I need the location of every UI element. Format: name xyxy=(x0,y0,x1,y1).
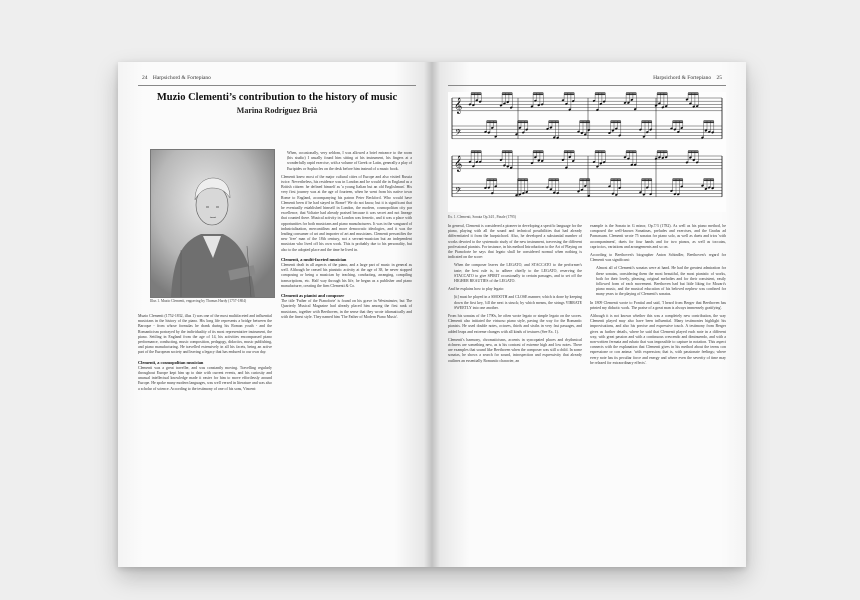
running-head-text: Harpsichord & Fortepiano xyxy=(152,75,211,81)
paragraph: From his sonatas of the 1790s, he often wrote legato or simple legato on the scores. Clementi also initiated the virtuoso piano style, paving the way for the Romantic pianists. He used double notes, octaves, thirds and sixths in very fast passages, and added leaps and extreme changes with all kinds of textures (See Ex. 1). xyxy=(448,314,582,334)
svg-text:𝄞: 𝄞 xyxy=(454,156,463,172)
paragraph: In general, Clementi is considered a pioneer in developing a specific language for the piano, playing with all the sound and technical possibilities that had already differentiated it from the harpsichord. Also, he developed a substantial number of works devoted to the systematic study of the new instrument, traversing the different professional pianists. For instance, in his method Introduction to the Art of Playing on the Pianoforte he says that legato shall be considered normal when nothing is indicated on the score: xyxy=(448,224,582,260)
left-column-1 xyxy=(138,314,272,395)
section-heading: Clementi, a cosmopolitan musician xyxy=(138,359,204,365)
portrait-engraving xyxy=(150,149,275,298)
music-score xyxy=(448,92,726,212)
paragraph: Clementi's harmony, chromaticisms, accents in syncopated places and rhythmical richness are something new, as is his contrast of extreme high and low notes. There are examples that sound like Beethoven when the composer was still a child. In some sonatas, he shows a search for sound, introspection and expressivity that already outlines an essentially Romantic character, an xyxy=(448,337,582,363)
paragraph: And he explains how to play legato: xyxy=(448,287,505,292)
block-quote: Almost all of Clementi's sonatas were at hand. He had the greatest admiration for these sonatas, considering them the most beautiful, the most pianistic of works, both for their lovely, pleasing, original melodies and for their consistent, easily followed form of each movement. Beethoven had but little liking for Mozart's piano music, and the musical education of his beloved nephew was confined for many years to the playing of Clementi's sonatas. xyxy=(596,266,726,297)
clementi-portrait-icon xyxy=(151,150,274,297)
header-rule xyxy=(448,85,726,86)
paragraph: The title 'Father of the Pianoforte' is found on his grave in Westminster, but The Quarterly Musical Magazine had already placed him among the first rank of musicians, together with Beethoven, in the sense that they wrote idiomatically and with the finest style. They named him 'The Father of Modern Piano Music'. xyxy=(281,299,412,319)
paragraph: Clementi knew most of the major cultural cities of Europe and also visited Russia twice. Nevertheless, his residence was in London and he would die in England as a British citizen: he defined himself as 'a young Italian but an old Englishman'. His very first journey was at the age of fourteen, when he went from his native town Rome to England, accompanying his patron Peter Beckford. Who would have Clementi been if he had stayed in Rome? We do not know, but it is significant that he eventually established himself in London, the modern, cosmopolitan city par excellence, that Voltaire had already praised because it was secret and not lineage that counted there. Musical activity in London was frenetic, and it was a place with opportunities for both musicians and piano manufacturers. It was in the vanguard of industrialization, mercantilism and more democratic ideologies, and it was the leading consumer of art and importer of art and musicians. Clementi personifies the new 'free' man of the 18th century, not a servant-musician but an independent musician who lived off his own work. This is probably due to his personality, but also to the adopted place and the time he lived in. xyxy=(281,174,412,252)
block-quote: When, occasionally, very seldom, I was allowed a brief entrance to the room (his studio) I usually found him sitting at his instrument, his fingers at a wonderfully rapid exercise, with a volume of Greek or Latin, generally a play of Euripides or Sophocles on the desk before him instead of a music book. xyxy=(287,151,412,171)
right-page xyxy=(432,62,746,567)
section-heading: Clementi, a multi-faceted musician xyxy=(281,256,347,262)
page-number: 25 xyxy=(716,75,722,81)
paragraph: Muzio Clementi (1752-1832, illus 1) was one of the most multifaceted and influential musicians in the history of the piano. His long life represents a bridge between the Baroque - from whose formulas he drank during his Roman youth - and the Romanticism portrayed by the individuality of its most representative instrument, the piano. Settling in England from the age of 14, his activities encompassed piano performance, conducting, music composition, pedagogy, didactics, music publishing, and piano manufacturing. He travelled extensively in all his facets, being an active part of the European society and leaving a legacy that has endured to our own day. xyxy=(138,314,272,355)
portrait-caption: Illus 1. Muzio Clementi, engraving by Thomas Hardy (1757-1804) xyxy=(150,299,247,303)
header-rule xyxy=(138,85,416,86)
page-number: 24 xyxy=(142,75,148,81)
magazine-spread xyxy=(118,62,746,567)
section-heading: Clementi as pianist and composer xyxy=(281,293,345,299)
paragraph: In 1809 Clementi wrote to Fontiul and said, 'I heard from Berger that Beethoven has printed my didactic work. The praise of a great man is always immensely gratifying'. xyxy=(590,300,726,310)
right-column-2 xyxy=(590,224,726,369)
score-caption: Ex. 1. Clementi, Sonata Op.34/1, Finale (1795) xyxy=(448,215,516,219)
paragraph: According to Beethoven's biographer Anton Schindler, Beethoven's regard for Clementi was significant: xyxy=(590,253,726,263)
paragraph: Although it is not known whether this was a completely new contribution, the way Clementi played may also have been influential. Many testimonies highlight his improvisations, and also his precise and expressive touch. A testimony from Berger gives us further details, where he said that Clementi played each note in a different way, with great passion and with a continuous crescendo and diminuendo, and with a non-written fermata and rubato that was impossible to capture in notation. This aspect connects with the explanation that Clementi gives in his method about the terms con espressione or con anima: 'with expression; that is, with passionate feelings; where every note has its peculiar force and energy and where even the severity of time may be relaxed for extraordinary effects'. xyxy=(590,314,726,365)
svg-text:𝄢: 𝄢 xyxy=(455,187,462,198)
svg-text:𝄢: 𝄢 xyxy=(455,129,462,140)
left-page xyxy=(118,62,432,567)
right-column-1 xyxy=(448,224,582,367)
article-title: Muzio Clementi’s contribution to the history of music xyxy=(156,92,398,103)
article-author: Marina Rodríguez Brià xyxy=(236,106,318,115)
svg-text:𝄞: 𝄞 xyxy=(454,98,463,114)
block-quote: When the composer leaves the LEGATO, and STACCATO to the performer's taste; the best rule is, to adhere chiefly to the LEGATO, reserving the STACCATO to give SPIRIT occasionally to certain passages, and to set off the HIGHER BEAUTIES of the LEGATO. xyxy=(454,263,582,284)
paragraph: example is the Sonata in G minor, Op.7/3 (1782). As well as his piano method, he composed the well-known Sonatinas, preludes and exercises, and the Gradus ad Parnassum. Clementi wrote 75 sonatas for piano solo, as well as duets and trios 'with accompaniment', duets for four hands and for two pianos, as well as toccatas, capriccios, variations and arrangements and so on. xyxy=(590,224,726,249)
paragraph: Clementi was a great traveller, and was constantly moving. Travelling regularly throughout Europe kept him up to date with current events, and his curiosity and unusual intellectual knowledge made it easier for him to move effortlessly around Europe. He spoke many modern languages, was well versed in literature and was also a scholar of science. According to the testimony of one of his sons, Vincent: xyxy=(138,365,272,391)
paragraph: Clementi dealt in all aspects of the piano, and a large part of music in general as well. Although he ceased his pianistic activity at the age of 38, he never stopped composing or being a musician by teaching, conducting, arranging, compiling transcriptions, etc. Half way through his life, he began as a publisher and piano manufacturer, creating the firm Clementi & Co. xyxy=(281,263,412,288)
left-running-head xyxy=(138,75,211,81)
block-quote: [it] must be played in a SMOOTH and CLOSE manner; which is done by keeping down the first key, 'till the next is struck; by which means, the strings VIBRATE SWEETLY into one another. xyxy=(454,295,582,310)
left-column-2 xyxy=(281,148,412,323)
right-running-head xyxy=(653,75,726,81)
sheet-music-icon xyxy=(448,92,726,212)
running-head-text: Harpsichord & Fortepiano xyxy=(653,75,712,81)
